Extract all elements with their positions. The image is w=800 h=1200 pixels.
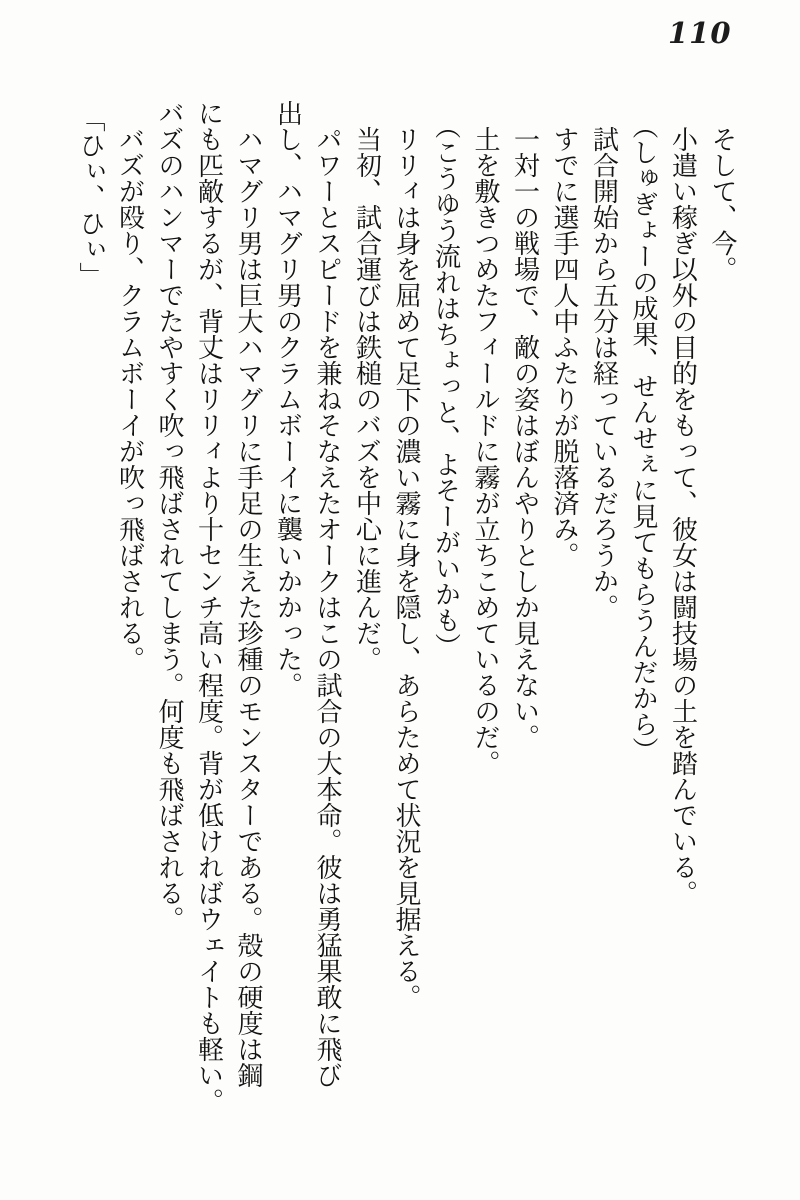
text-line-2: 小遣い稼ぎ以外の目的をもって、彼女は闘技場の土を踏んでいる。: [668, 126, 698, 906]
text-line-1: そして、今。: [708, 126, 737, 282]
text-line-8: （こうゆう流れはちょっと、よそーがいかも）: [431, 113, 461, 659]
text-line-7: 土を敷きつめたフィールドに霧が立ちこめているのだ。: [471, 126, 500, 776]
text-line-14: にも匹敵するが、背丈はリリィより十センチ高い程度。背が低ければウェイトも軽い。: [194, 100, 224, 1114]
text-line-4: 試合開始から五分は経っているだろうか。: [589, 126, 619, 620]
text-line-15: バズのハンマーでたやすく吹っ飛ばされてしまう。何度も飛ばされる。: [155, 100, 184, 932]
text-line-6: 一対一の戦場で、敵の姿はぼんやりとしか見えない。: [510, 126, 540, 750]
text-line-13: ハマグリ男は巨大ハマグリに手足の生えた珍種のモンスターである。殻の硬度は鋼: [234, 126, 263, 1088]
text-line-17: 「ひぃ、ひぃ」: [76, 106, 105, 288]
text-line-9: リリィは身を屈めて足下の濃い霧に身を隠し、あらためて状況を見据える。: [392, 126, 421, 1010]
page-number: 110: [668, 16, 732, 50]
text-line-11: パワーとスピードを兼ねそなえたオークはこの試合の大本命。彼は勇猛果敢に飛び: [313, 126, 342, 1088]
text-column-container: [71, 100, 743, 1195]
text-line-10: 当初、試合運びは鉄槌のバズを中心に進んだ。: [352, 126, 382, 672]
text-line-16: バズが殴り、クラムボーイが吹っ飛ばされる。: [115, 126, 145, 672]
text-line-3: （しゅぎょーの成果、せんせぇに見てもらうんだから）: [629, 113, 658, 763]
text-line-5: すでに選手四人中ふたりが脱落済み。: [550, 126, 579, 568]
text-line-12: 出し、ハマグリ男のクラムボーイに襲いかかった。: [273, 100, 303, 698]
